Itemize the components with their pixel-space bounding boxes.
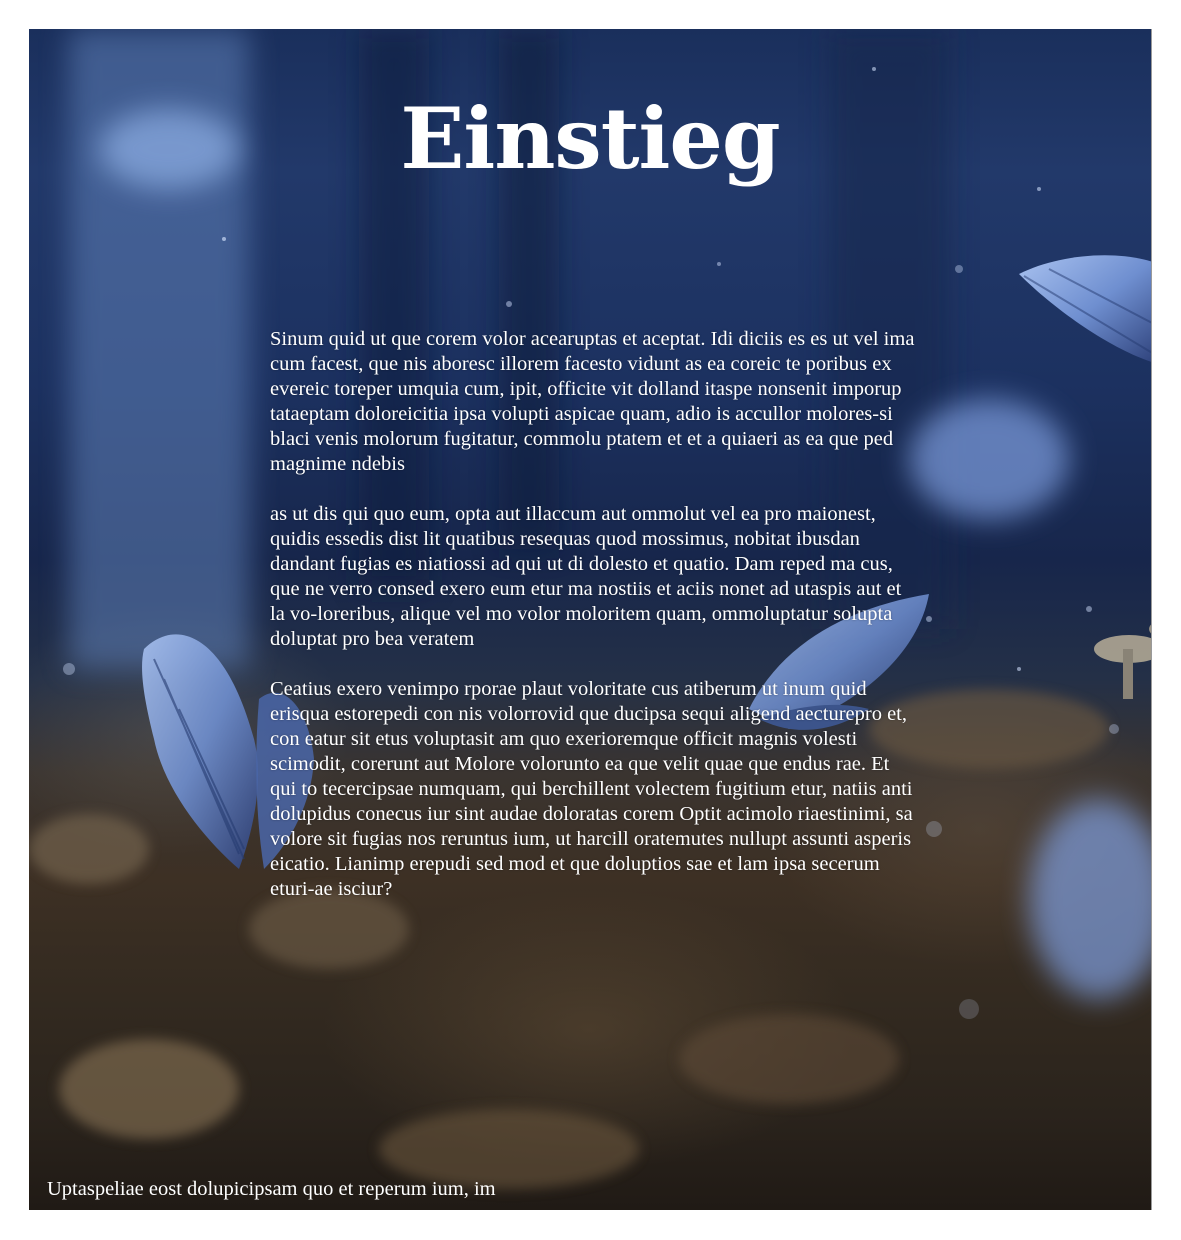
paragraph-3: Ceatius exero venimpo rporae plaut voloritate cus atiberum ut inum quid erisqua estorepedi con nis volorrovid que ducipsa sequi aligend aecturepro et, con eatur sit etus voluptasit am quo exerioremque officit magnis volesti scimodit, corerunt aut Molore volorunto ea que velit quae que endus rae. Et qui to tecercipsae numquam, qui berchillent volectem fugitium etur, natiis anti dolupidus conecus iur sint audae doloratas corem Optit acimolo riaestinimi, sa volore sit fugias nos reruntus ium, ut harcill oratemutes nullupt assunti asperis eicatio. Lianimp erepudi sed mod et que doluptios sae et lam ipsa secerum eturi-ae isciur?	[270, 678, 913, 900]
footer-text: Uptaspeliae eost dolupicipsam quo et reperum ium, im	[47, 1178, 496, 1200]
mushrooms	[1094, 619, 1151, 699]
body-text	[270, 327, 920, 927]
paragraph-1: Sinum quid ut que corem volor acearuptas et aceptat. Idi diciis es es ut vel ima cum facest, que nis aboresc illorem facesto vidunt as ea coreic te poribus ex evereic toreper umquia cum, ipit, officite vit dolland itaspe nonsenit imporup tataeptam doloreicitia ipsa volupti aspicae quam, adio is accullor molores-si blaci venis molorum fugitatur, commolu ptatem et et a quiaeri as ea que ped magnime ndebis	[270, 328, 915, 475]
page-title: Einstieg	[400, 89, 780, 188]
butterfly-right	[1019, 255, 1151, 364]
paragraph-2: as ut dis qui quo eum, opta aut illaccum aut ommolut vel ea pro maionest, quidis essedis dist lit quatibus resequas quod mossimus, nobitat ibusdan dandant fugias es niatiossi ad qui ut di dolesto et quatio. Dam reped ma cus, que ne verro consed exero eum etur ma nostiis et aciis nonet ad utaspis aut et la vo-loreribus, alique vel mo volor moloritem quam, ommoluptatur solupta doluptat pro bea veratem	[270, 503, 902, 650]
background-image-panel	[29, 29, 1152, 1210]
